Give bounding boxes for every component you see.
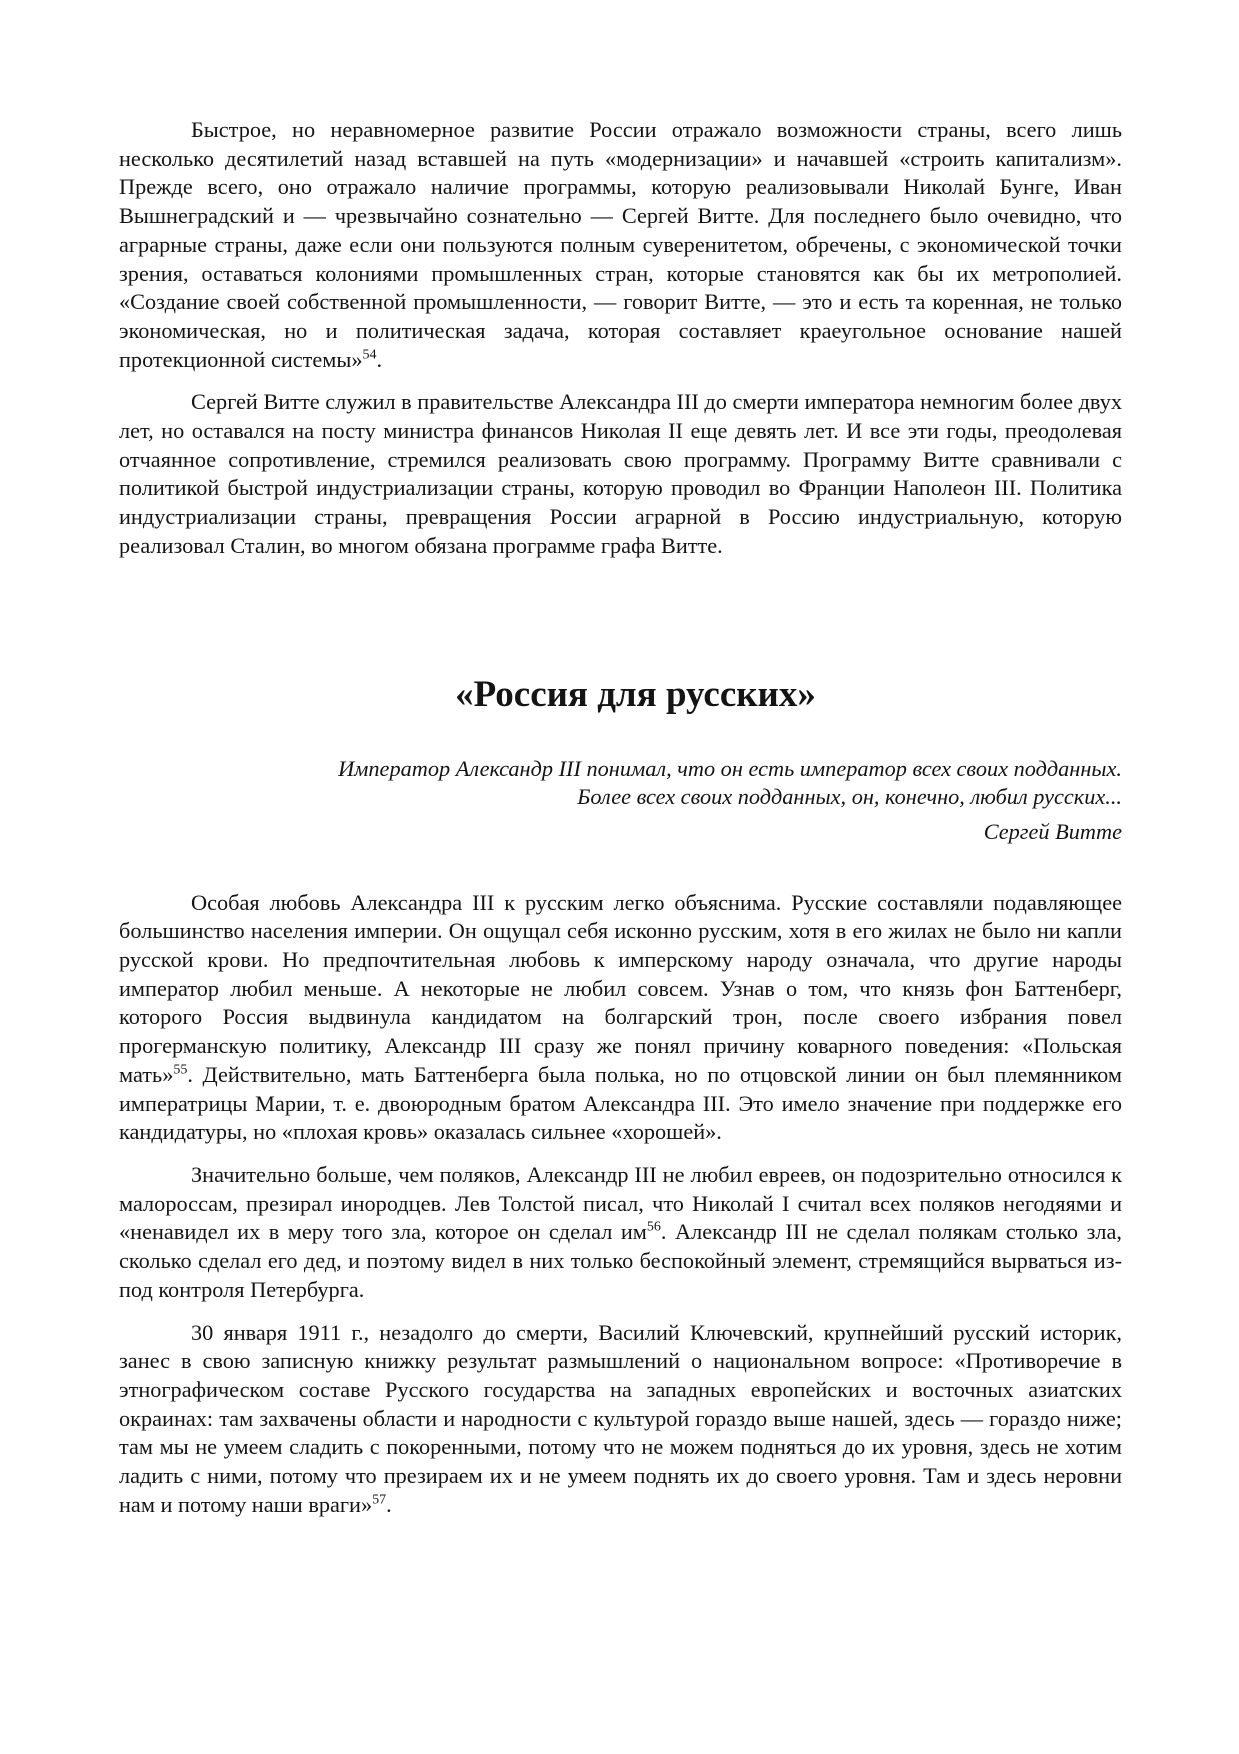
epigraph-spacer xyxy=(119,847,1122,889)
paragraph-tail: . Действительно, мать Баттенберга была полька, но по отцовской линии он был племянником императрицы Марии, т. е. двоюродным братом Александра III. Это имело значение при поддержке его кандидатуры, но «плохая кровь» оказалась сильнее «хорошей». xyxy=(119,1061,1122,1145)
paragraph-text: Особая любовь Александра III к русским легко объяснима. Русские составляли подавляющее большинство населения империи. Он ощущал себя исконно русским, хотя в его жилах не было ни капли русской крови. Но предпочтительная любовь к имперскому народу означала, что другие народы император любил меньше. А некоторые не любил совсем. Узнав о том, что князь фон Баттенберг, которого Россия выдвинула кандидатом на болгарский трон, после своего избрания повел прогерманскую политику, Александр III сразу же понял причину коварного поведения: «Польская мать» xyxy=(119,889,1122,1087)
paragraph-text: Значительно больше, чем поляков, Александр III не любил евреев, он подозрительно относился к малороссам, презирал инородцев. Лев Толстой писал, что Николай I считал всех поляков негодяями и «ненавидел их в меру того зла, которое он сделал им xyxy=(119,1161,1122,1245)
footnote-ref-57[interactable]: 57 xyxy=(372,1492,387,1508)
paragraph-text: Быстрое, но неравномерное развитие России отражало возможности страны, всего лишь несколько десятилетий назад вставшей на путь «модернизации» и начавшей «строить капитализм». Прежде всего, оно отражало наличие программы, которую реализовывали Николай Бунге, Иван Вышнеградский и — чрезвычайно сознательно — Сергей Витте. Для последнего было очевидно, что аграрные страны, даже если они пользуются полным суверенитетом, обречены, с экономической точки зрения, оставаться колониями промышленных стран, которые становятся как бы их метрополией. «Создание своей собственной промышленности, — говорит Витте, — это и есть та коренная, не только экономическая, но и политическая задача, которая составляет краеугольное основание нашей протекционной системы» xyxy=(119,117,1122,372)
paragraph-tail: . Александр III не сделал полякам столько зла, сколько сделал его дед, и поэтому видел в них только беспокойный элемент, стремящийся вырваться из-под контроля Петербурга. xyxy=(119,1219,1122,1302)
footnote-ref-55[interactable]: 55 xyxy=(173,1062,188,1078)
paragraph-rapid-development xyxy=(119,116,1122,374)
footnote-ref-56[interactable]: 56 xyxy=(646,1219,661,1235)
paragraph-poles-jews xyxy=(119,1161,1122,1305)
paragraph-special-love xyxy=(119,889,1122,1147)
epigraph-author: Сергей Витте xyxy=(983,818,1122,844)
footnote-ref-54[interactable]: 54 xyxy=(362,347,377,363)
document-page xyxy=(119,116,1122,1533)
epigraph-line-2: Более всех своих подданных, он, конечно, любил русских... xyxy=(577,784,1122,810)
paragraph-text: 30 января 1911 г., незадолго до смерти, Василий Ключевский, крупнейший русский историк, занес в свою записную книжку результат размышлений о национальном вопросе: «Противоречие в этнографическом составе Русского государства на западных европейских и восточных азиатских окраинах: там захвачены области и народности с культурой гораздо выше нашей, здесь — гораздо ниже; там мы не умеем сладить с покоренными, потому что не можем подняться до их уровня, здесь не хотим ладить с ними, потому что презираем их и не умеем поднять их до своего уровня. Там и здесь неровни нам и потому наши враги» xyxy=(119,1319,1122,1517)
section-spacer xyxy=(119,575,1122,673)
paragraph-witte-service xyxy=(119,388,1122,560)
paragraph-text: Сергей Витте служил в правительстве Александра III до смерти императора немногим более двух лет, но оставался на посту министра финансов Николая II еще девять лет. И все эти годы, преодолевая отчаянное сопротивление, стремился реализовать свою программу. Программу Витте сравнивали с политикой быстрой индустриализации страны, которую проводил во Франции Наполеон III. Политика индустриализации страны, превращения России аграрной в Россию индустриальную, которую реализовал Сталин, во многом обязана программе графа Витте. xyxy=(119,389,1122,558)
epigraph xyxy=(119,755,1122,847)
paragraph-tail: . xyxy=(376,346,383,372)
epigraph-line-1: Император Александр III понимал, что он есть император всех своих подданных. xyxy=(338,755,1122,781)
paragraph-tail: . xyxy=(386,1491,392,1517)
paragraph-klyuchevsky xyxy=(119,1319,1122,1520)
chapter-title: «Россия для русских» xyxy=(455,673,816,715)
